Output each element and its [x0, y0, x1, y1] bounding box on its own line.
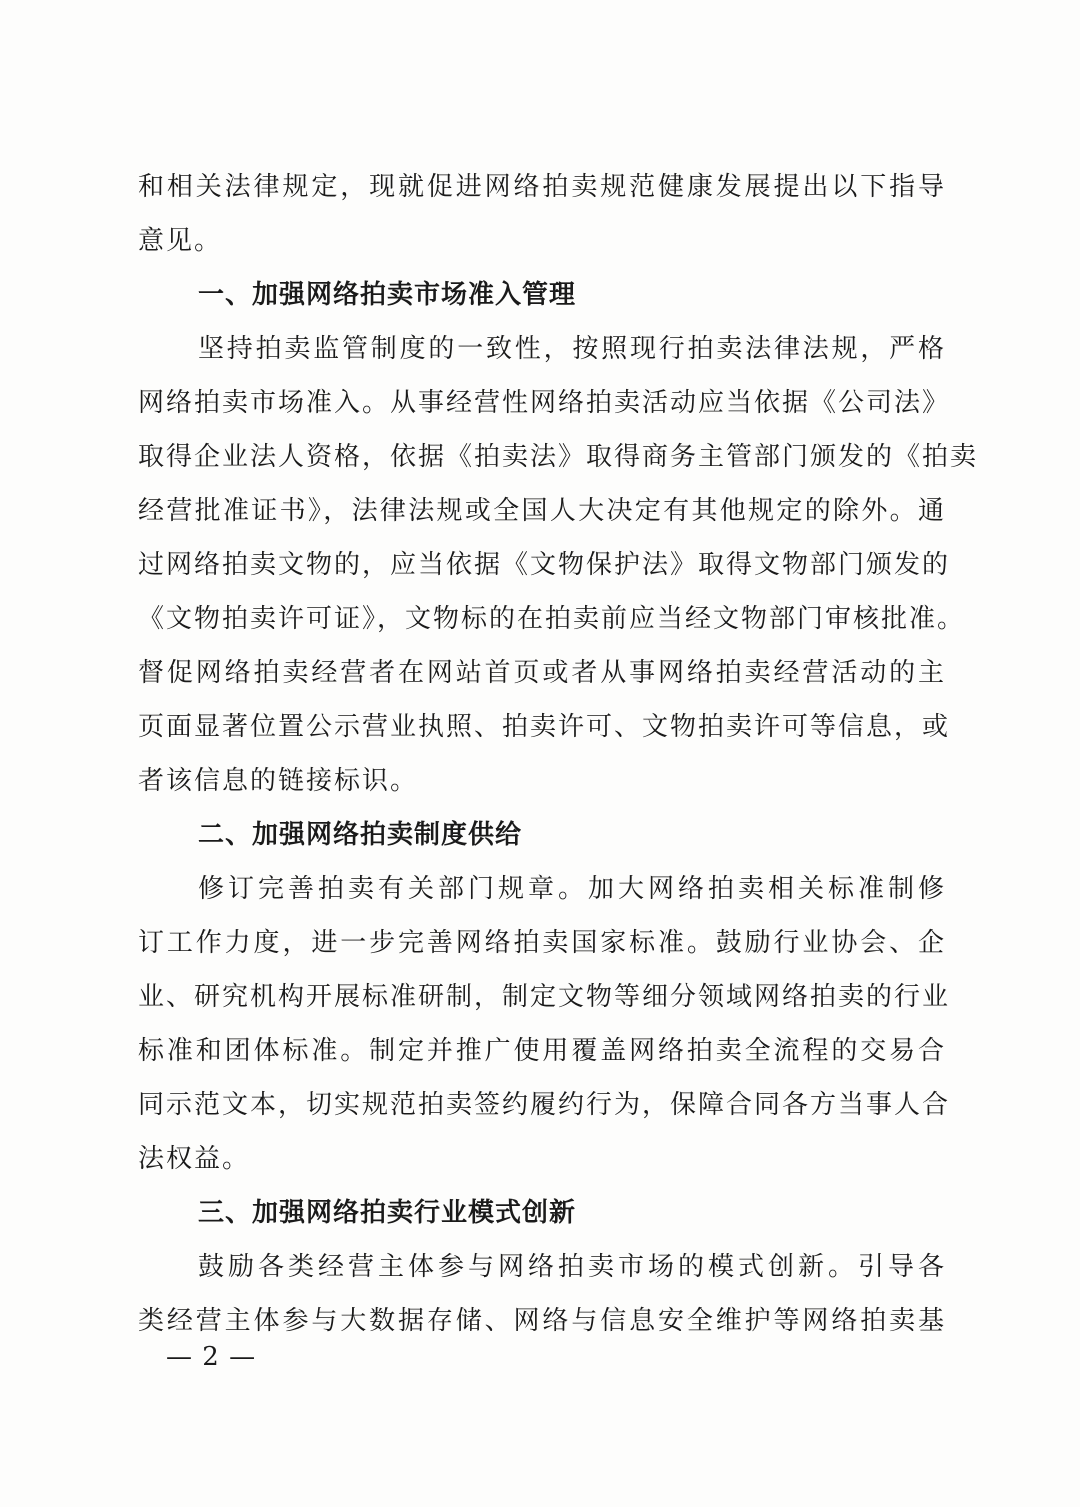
section-heading-3: 三、加强网络拍卖行业模式创新	[198, 1198, 577, 1228]
paragraph-line: 经营批准证书》，法律法规或全国人大决定有其他规定的除外。通	[138, 496, 946, 526]
paragraph-line: 和相关法律规定，现就促进网络拍卖规范健康发展提出以下指导	[138, 172, 946, 202]
paragraph-line: 订工作力度，进一步完善网络拍卖国家标准。鼓励行业协会、企	[138, 928, 946, 958]
paragraph-line: 页面显著位置公示营业执照、拍卖许可、文物拍卖许可等信息，或	[138, 712, 951, 742]
page-number: — 2 —	[166, 1342, 257, 1372]
paragraph-line: 标准和团体标准。制定并推广使用覆盖网络拍卖全流程的交易合	[138, 1036, 946, 1066]
paragraph-line: 法权益。	[138, 1144, 251, 1174]
paragraph-line: 修订完善拍卖有关部门规章。加大网络拍卖相关标准制修	[198, 874, 946, 904]
paragraph-line: 者该信息的链接标识。	[138, 766, 419, 796]
paragraph-line: 坚持拍卖监管制度的一致性，按照现行拍卖法律法规，严格	[198, 334, 946, 364]
paragraph-line: 类经营主体参与大数据存储、网络与信息安全维护等网络拍卖基	[138, 1306, 946, 1336]
paragraph-line: 业、研究机构开展标准研制，制定文物等细分领域网络拍卖的行业	[138, 982, 951, 1012]
paragraph-line: 《文物拍卖许可证》，文物标的在拍卖前应当经文物部门审核批准。	[138, 604, 966, 634]
paragraph-line: 督促网络拍卖经营者在网站首页或者从事网络拍卖经营活动的主	[138, 658, 946, 688]
paragraph-line: 鼓励各类经营主体参与网络拍卖市场的模式创新。引导各	[198, 1252, 946, 1282]
paragraph-line: 同示范文本，切实规范拍卖签约履约行为，保障合同各方当事人合	[138, 1090, 951, 1120]
paragraph-line: 过网络拍卖文物的，应当依据《文物保护法》取得文物部门颁发的	[138, 550, 951, 580]
section-heading-2: 二、加强网络拍卖制度供给	[198, 820, 523, 850]
paragraph-line: 网络拍卖市场准入。从事经营性网络拍卖活动应当依据《公司法》	[138, 388, 951, 418]
section-heading-1: 一、加强网络拍卖市场准入管理	[198, 280, 577, 310]
paragraph-line: 意见。	[138, 226, 223, 256]
document-body	[138, 160, 979, 1348]
paragraph-line: 取得企业法人资格，依据《拍卖法》取得商务主管部门颁发的《拍卖	[138, 442, 979, 472]
